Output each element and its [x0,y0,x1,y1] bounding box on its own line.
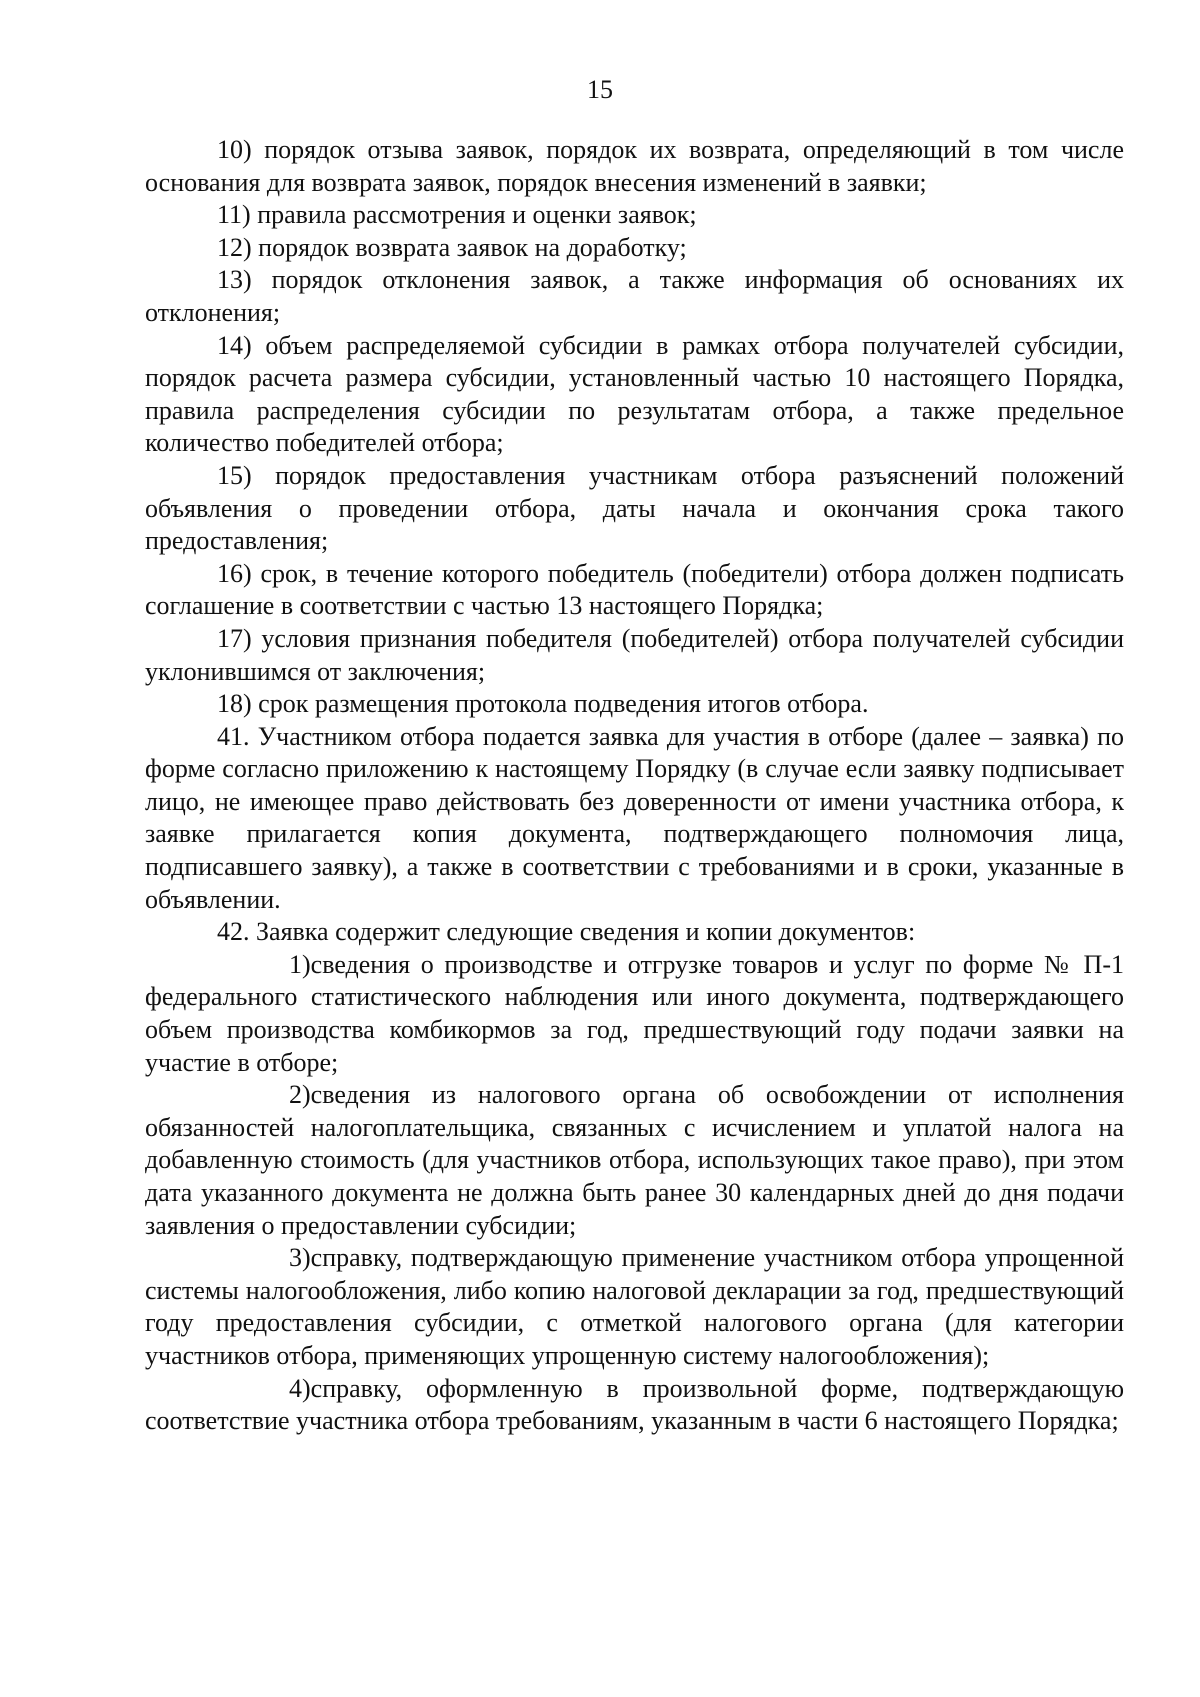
paragraph-item-18: 18) срок размещения протокола подведения итогов отбора. [217,689,869,719]
page-number: 15 [587,75,613,104]
paragraph-subitem-2 [145,1079,1124,1242]
paragraph-item-12: 12) порядок возврата заявок на доработку; [217,232,687,262]
paragraph-subitem-3 [145,1242,1124,1372]
subitem-number: 3) [289,1243,311,1273]
document-body [145,134,1124,1438]
paragraph-item-17: 17) условия признания победителя (победителей) отбора получателей субсидии уклонившимся от заключения; [145,623,1124,686]
subitem-text: справку, оформленную в произвольной форме, подтверждающую соответствие участника отбора требованиям, указанным в части 6 настоящего Порядка; [145,1373,1124,1436]
paragraph-item-10: 10) порядок отзыва заявок, порядок их возврата, определяющий в том числе основания для возврата заявок, порядок внесения изменений в заявки; [145,135,1124,197]
paragraph-item-13: 13) порядок отклонения заявок, а также информация об основаниях их отклонения; [145,265,1124,327]
paragraph-item-14: 14) объем распределяемой субсидии в рамках отбора получателей субсидии, порядок расчета размера субсидии, установленный частью 10 настоящего Порядка, правила распределения субсидии по результатам отбора, а также предельное количество победителей отбора; [145,330,1124,458]
paragraph-item-15: 15) порядок предоставления участникам отбора разъяснений положений объявления о проведении отбора, даты начала и окончания срока такого предоставления; [145,460,1124,556]
paragraph-item-11: 11) правила рассмотрения и оценки заявок; [217,200,697,230]
subitem-text: справку, подтверждающую применение участником отбора упрощенной системы налогообложения, либо копию налоговой декларации за год, предшествующий году предоставления субсидии, с отметкой налогового органа (для категории участников отбора, применяющих упрощенную систему налогообложения); [145,1243,1124,1370]
paragraph-subitem-4 [145,1373,1124,1438]
subitem-number: 1) [289,949,311,979]
paragraph-subitem-1 [145,949,1124,1079]
subitem-text: сведения о производстве и отгрузке товаров и услуг по форме № П-1 федерального статистического наблюдения или иного документа, подтверждающего объем производства комбикормов за год, предшествующий году подачи заявки на участие в отборе; [145,949,1124,1077]
paragraph-clause-42: 42. Заявка содержит следующие сведения и копии документов: [217,917,916,947]
paragraph-item-16: 16) срок, в течение которого победитель (победители) отбора должен подписать соглашение в соответствии с частью 13 настоящего Порядка; [145,558,1124,621]
subitem-text: сведения из налогового органа об освобождении от исполнения обязанностей налогоплательщика, связанных с исчислением и уплатой налога на добавленную стоимость (для участников отбора, использующих такое право), при этом дата указанного документа не должна быть ранее 30 календарных дней до дня подачи заявления о предоставлении субсидии; [145,1080,1124,1240]
subitem-number: 2) [289,1080,311,1110]
subitem-number: 4) [289,1373,311,1403]
paragraph-clause-41: 41. Участником отбора подается заявка для участия в отборе (далее – заявка) по форме согласно приложению к настоящему Порядку (в случае если заявку подписывает лицо, не имеющее право действовать без доверенности от имени участника отбора, к заявке прилагается копия документа, подтверждающего полномочия лица, подписавшего заявку), а также в соответствии с требованиями и в сроки, указанные в объявлении. [145,721,1124,914]
